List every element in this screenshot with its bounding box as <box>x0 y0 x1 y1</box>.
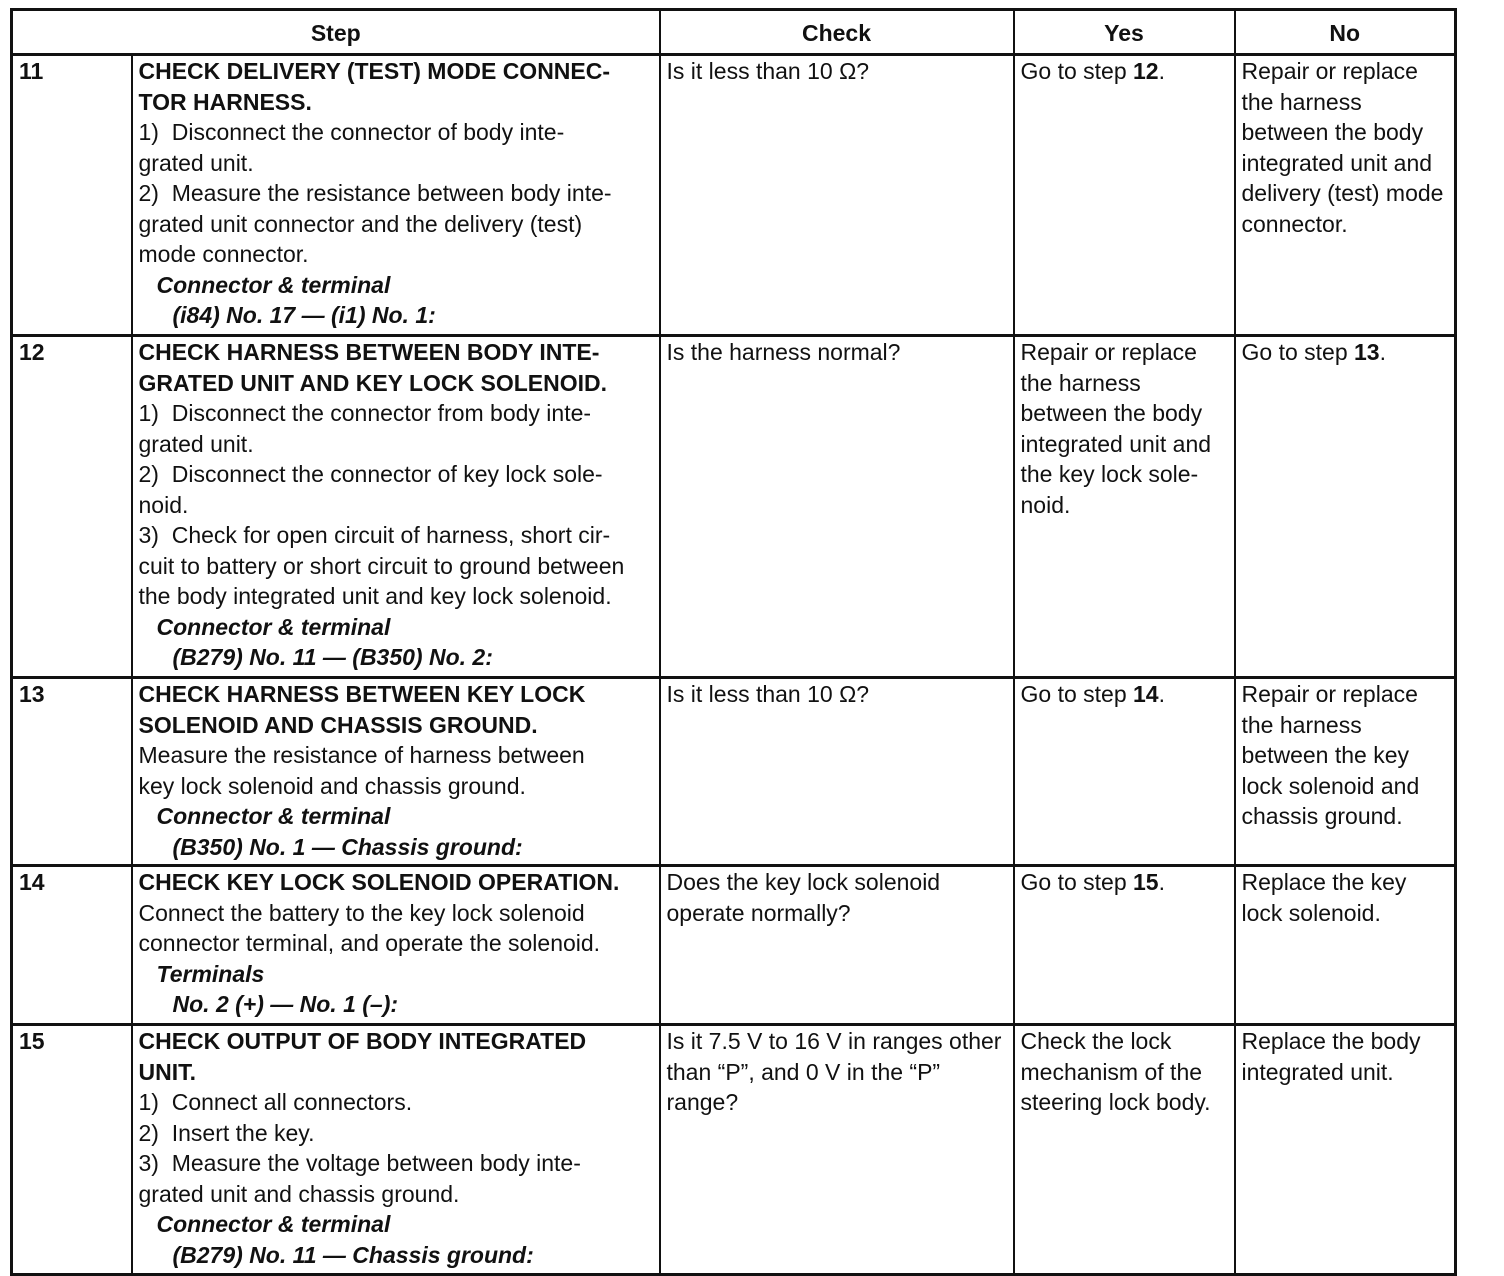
no-text: Go to step <box>1241 339 1355 365</box>
step-cell <box>132 866 660 1025</box>
table-row <box>12 866 1456 1025</box>
check-cell: Is it less than 10 Ω? <box>660 55 1014 336</box>
step-title-line: CHECK HARNESS BETWEEN BODY INTE- <box>138 339 600 365</box>
step-title-line: CHECK OUTPUT OF BODY INTEGRATED <box>138 1028 587 1054</box>
step-title <box>139 56 653 117</box>
step-instruction: grated unit. <box>138 430 254 457</box>
connector-label: Connector & terminal <box>156 271 391 298</box>
step-instruction: grated unit connector and the delivery (test) <box>138 210 583 237</box>
no-cell <box>1235 336 1456 678</box>
check-cell: Is it less than 10 Ω? <box>660 678 1014 866</box>
step-instruction: Connect the battery to the key lock solenoid <box>138 899 585 926</box>
step-number: 11 <box>12 55 132 336</box>
connector-value: (i84) No. 17 — (i1) No. 1: <box>172 302 436 328</box>
step-instruction: 1) Disconnect the connector of body inte- <box>138 119 565 145</box>
step-number: 13 <box>12 678 132 866</box>
yes-cell <box>1014 55 1235 336</box>
step-cell <box>132 678 660 866</box>
header-no: No <box>1235 10 1456 55</box>
yes-cell: Repair or replace the harness between the body integrated unit and the key lock sole-noid. <box>1014 336 1235 678</box>
step-instruction: 2) Insert the key. <box>138 1119 315 1146</box>
no-cell: Repair or replace the harness between the body integrated unit and delivery (test) mode connector. <box>1235 55 1456 336</box>
step-number: 14 <box>12 866 132 1025</box>
yes-text: Go to step <box>1020 869 1134 895</box>
connector-label: Connector & terminal <box>156 613 391 640</box>
yes-text: Go to step <box>1020 58 1134 84</box>
step-title-line: CHECK HARNESS BETWEEN KEY LOCK <box>138 681 586 707</box>
step-instruction: the body integrated unit and key lock solenoid. <box>138 583 612 609</box>
step-instruction: 3) Check for open circuit of harness, short cir- <box>138 522 611 548</box>
step-cell <box>132 55 660 336</box>
step-ref-link[interactable]: 12 <box>1133 58 1159 84</box>
connector-value: (B279) No. 11 — Chassis ground: <box>172 1241 534 1268</box>
step-title-line: UNIT. <box>138 1058 196 1085</box>
step-title-line: TOR HARNESS. <box>138 88 312 115</box>
yes-text: Go to step <box>1020 681 1134 707</box>
header-yes: Yes <box>1014 10 1235 55</box>
no-suffix: . <box>1379 339 1386 365</box>
step-instruction: mode connector. <box>138 241 309 267</box>
step-instruction: cuit to battery or short circuit to ground between <box>138 552 625 579</box>
table-row <box>12 678 1456 866</box>
step-ref-link[interactable]: 15 <box>1133 869 1159 895</box>
check-cell: Is the harness normal? <box>660 336 1014 678</box>
yes-cell <box>1014 678 1235 866</box>
step-instruction: connector terminal, and operate the solenoid. <box>138 930 601 956</box>
table-row <box>12 336 1456 678</box>
step-instruction: 3) Measure the voltage between body inte- <box>138 1150 581 1176</box>
step-instruction: Measure the resistance of harness between <box>138 742 585 768</box>
step-instruction: noid. <box>138 491 189 518</box>
step-instruction: grated unit. <box>138 149 254 176</box>
step-cell <box>132 336 660 678</box>
step-instruction: grated unit and chassis ground. <box>138 1180 460 1207</box>
step-title-line: CHECK DELIVERY (TEST) MODE CONNEC- <box>138 58 611 84</box>
yes-suffix: . <box>1158 58 1165 84</box>
diagnostic-table <box>10 8 1457 1276</box>
no-cell: Replace the body integrated unit. <box>1235 1025 1456 1275</box>
no-cell: Replace the key lock solenoid. <box>1235 866 1456 1025</box>
step-number: 15 <box>12 1025 132 1275</box>
step-ref-link[interactable]: 14 <box>1133 681 1159 707</box>
step-title-line: GRATED UNIT AND KEY LOCK SOLENOID. <box>138 369 608 396</box>
table-row <box>12 55 1456 336</box>
no-cell: Repair or replace the harness between the key lock solenoid and chassis ground. <box>1235 678 1456 866</box>
step-instruction: key lock solenoid and chassis ground. <box>138 772 526 799</box>
yes-suffix: . <box>1158 869 1165 895</box>
step-title <box>139 867 653 898</box>
check-cell: Does the key lock solenoid operate normally? <box>660 866 1014 1025</box>
yes-cell: Check the lock mechanism of the steering lock body. <box>1014 1025 1235 1275</box>
connector-label: Terminals <box>156 960 265 987</box>
connector-value: (B350) No. 1 — Chassis ground: <box>172 833 523 860</box>
step-instruction: 2) Disconnect the connector of key lock sole- <box>138 461 603 487</box>
yes-suffix: . <box>1158 681 1165 707</box>
step-instruction: 1) Connect all connectors. <box>138 1089 413 1115</box>
header-check: Check <box>660 10 1014 55</box>
step-title-line: CHECK KEY LOCK SOLENOID OPERATION. <box>138 869 620 895</box>
step-instruction: 2) Measure the resistance between body inte- <box>138 180 612 206</box>
step-title <box>139 679 653 740</box>
header-row <box>12 10 1456 55</box>
step-instruction: 1) Disconnect the connector from body inte- <box>138 400 592 426</box>
connector-value: (B279) No. 11 — (B350) No. 2: <box>172 644 493 670</box>
connector-label: Connector & terminal <box>156 1211 391 1237</box>
step-title-line: SOLENOID AND CHASSIS GROUND. <box>138 711 538 738</box>
header-step: Step <box>12 10 660 55</box>
step-ref-link[interactable]: 13 <box>1354 339 1380 365</box>
yes-cell <box>1014 866 1235 1025</box>
step-title <box>139 337 653 398</box>
connector-label: Connector & terminal <box>156 803 391 829</box>
table-row <box>12 1025 1456 1275</box>
connector-value: No. 2 (+) — No. 1 (–): <box>172 991 399 1017</box>
check-cell: Is it 7.5 V to 16 V in ranges other than “P”, and 0 V in the “P” range? <box>660 1025 1014 1275</box>
step-cell <box>132 1025 660 1275</box>
step-title <box>139 1026 653 1087</box>
step-number: 12 <box>12 336 132 678</box>
